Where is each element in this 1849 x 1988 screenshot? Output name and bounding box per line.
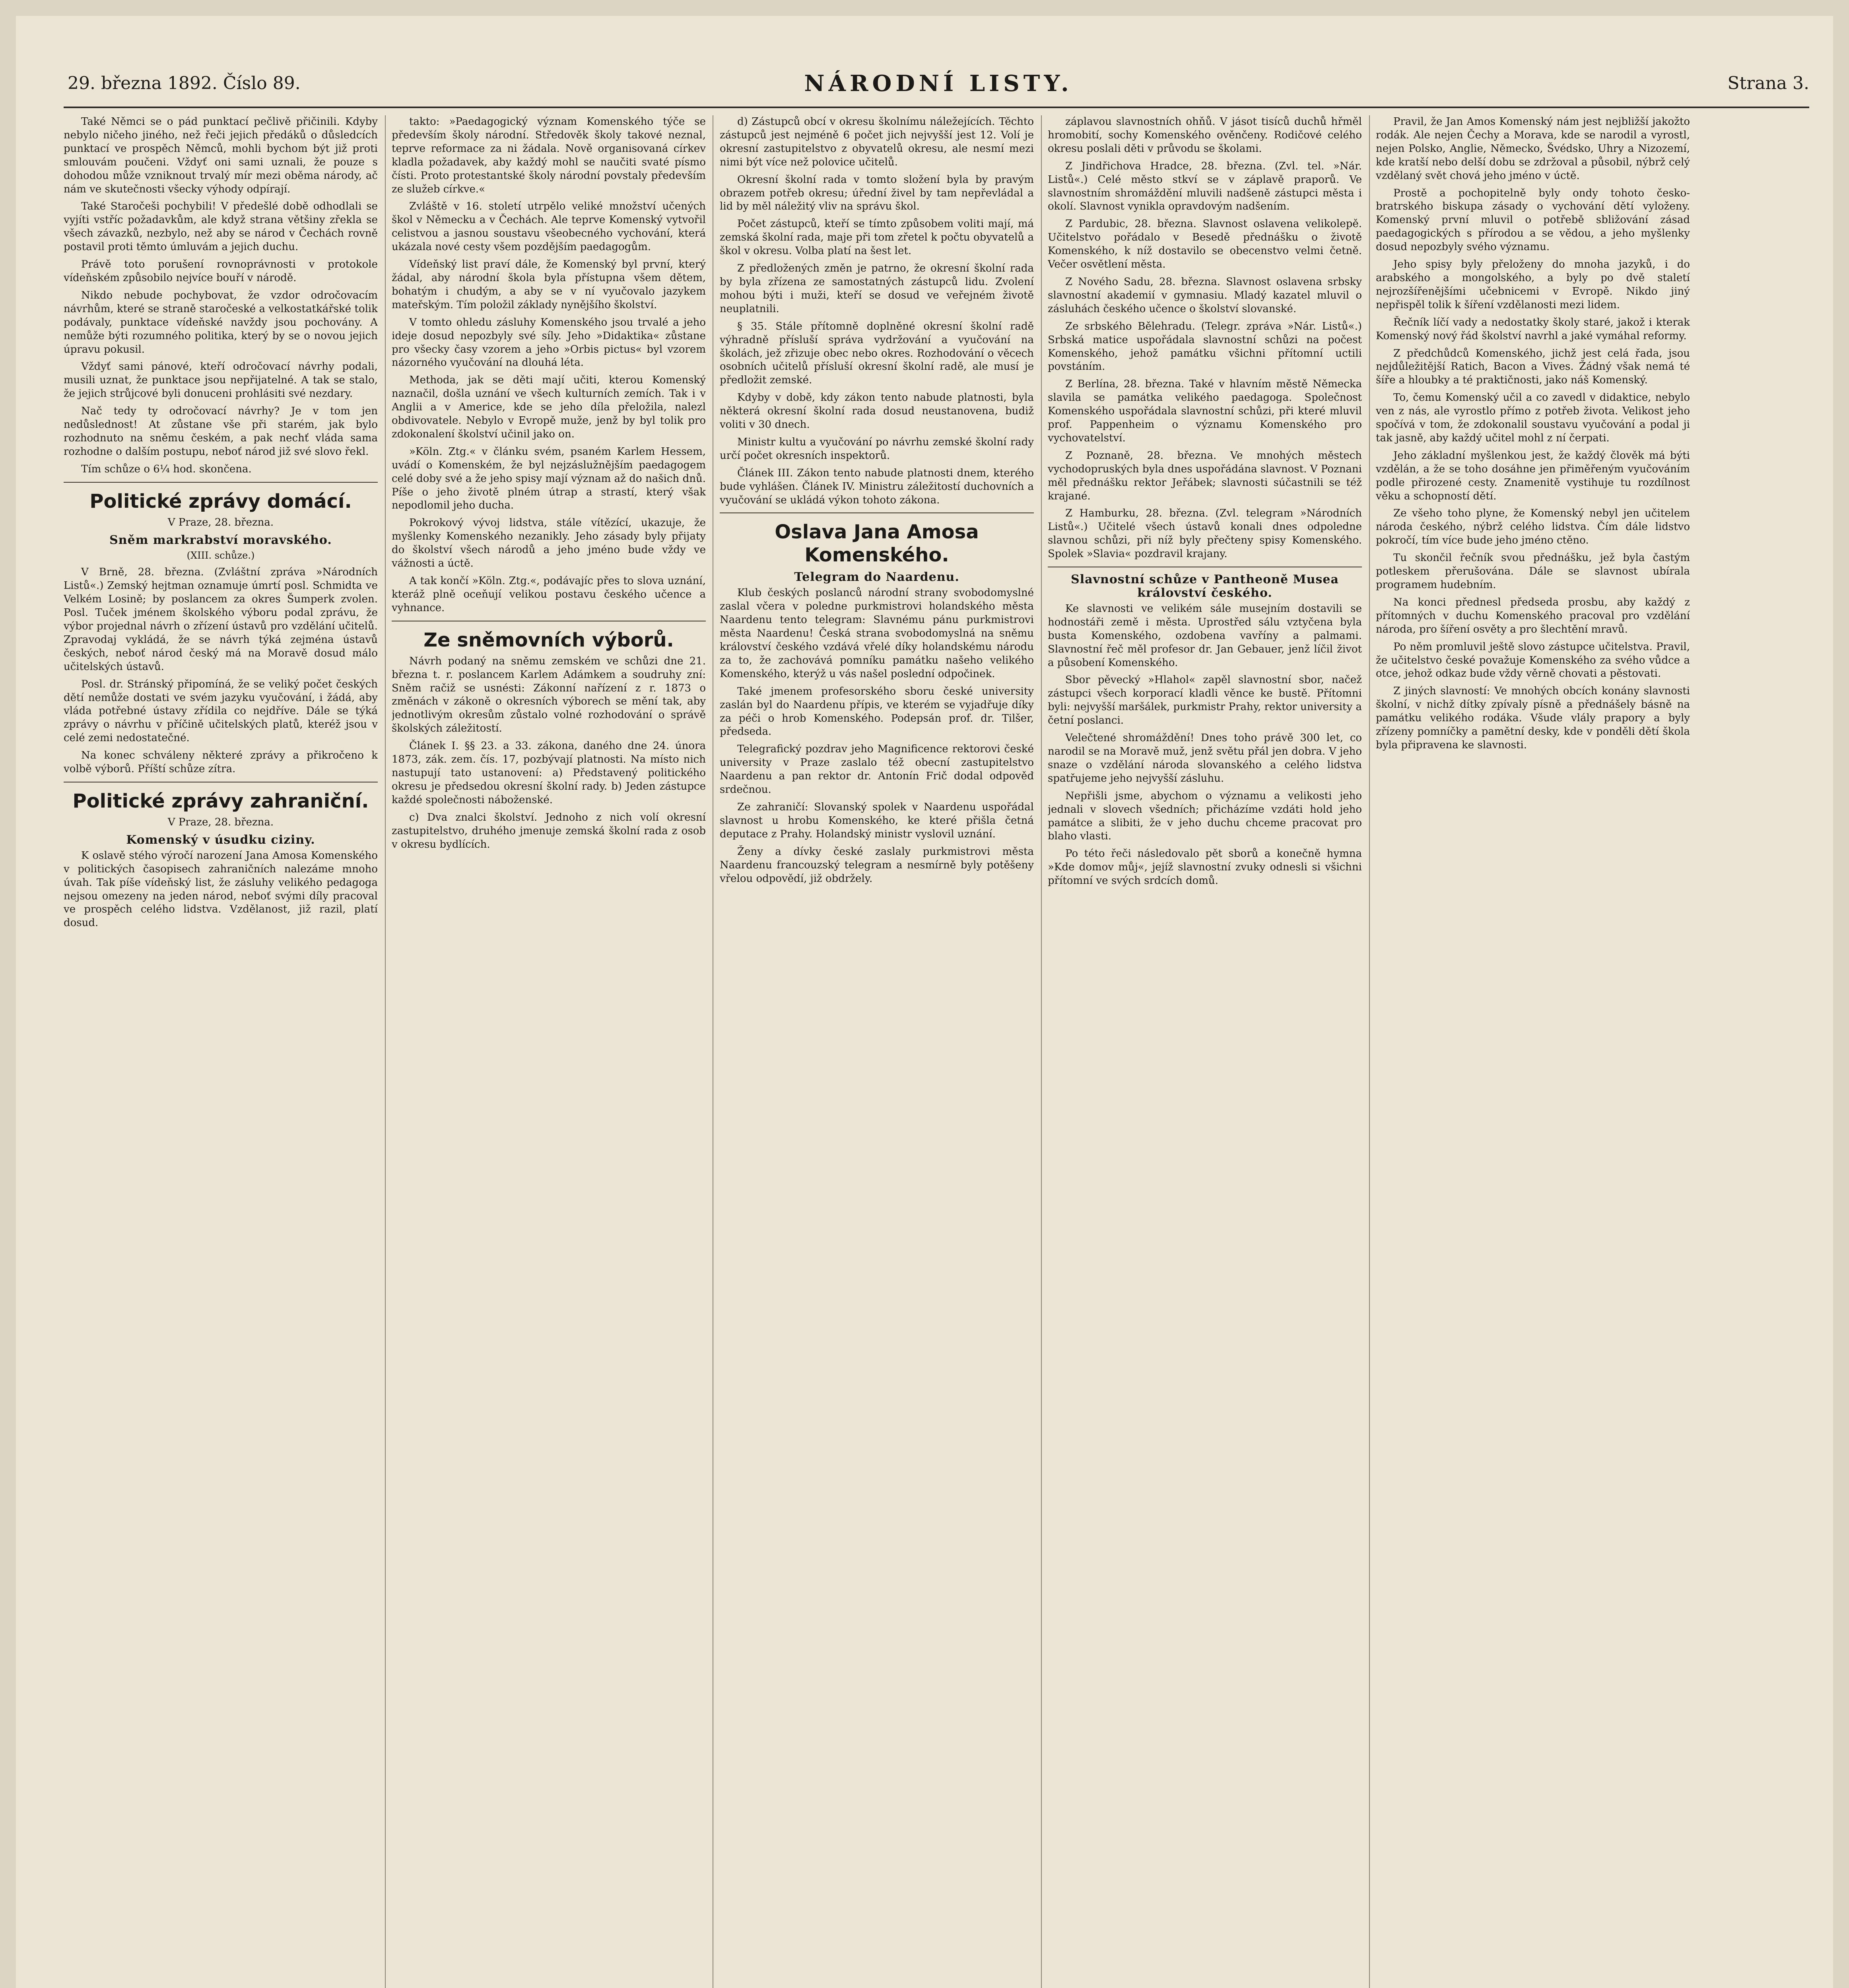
paragraph: takto: »Paedagogický význam Komenského týče se především školy národní. Středověk školy takové neznal, teprve reformace za ni žádala. Nově organisovaná církev kladla požadavek, aby každý mohl se naučiti svaté písmo čísti. Proto protestantské školy národní povstaly především ze služeb církve.« (392, 116, 706, 195)
paragraph: Článek III. Zákon tento nabude platnosti dnem, kterého bude vyhlášen. Článek IV. Ministru záležitostí duchovních a vyučování se ukládá výkon tohoto zákona. (720, 467, 1034, 506)
paragraph: Po něm promluvil ještě slovo zástupce učitelstva. Pravil, že učitelstvo české považuje Komenského za svého vůdce a otce, jehož odkaz bude vždy věrně chovati a pěstovati. (1376, 641, 1690, 680)
paragraph: Z Berlína, 28. března. Také v hlavním městě Německa slavila se památka velikého paedagoga. Společnost Komenského uspořádala slavnostní schůzi, při které mluvil prof. Pappenheim o významu Komenského pro vychovatelství. (1048, 378, 1362, 444)
paragraph: Ke slavnosti ve velikém sále musejním dostavili se hodnostáři země i města. Uprostřed sálu vztyčena byla busta Komenského, ozdobena vavříny a palmami. Slavnostní řeč měl profesor dr. Jan Gebauer, jenž líčil život a působení Komenského. (1048, 602, 1362, 669)
paragraph: Ministr kultu a vyučování po návrhu zemské školní rady určí počet okresních inspektorů. (720, 436, 1034, 462)
paragraph: Právě toto porušení rovnoprávnosti v protokole vídeňském způsobilo nejvíce bouří v národě. (64, 258, 378, 284)
paragraph: Z jiných slavností: Ve mnohých obcích konány slavnosti školní, v nichž dítky zpívaly písně a přednášely básně na památku velikého rodáka. Všude vlály prapory a byly zřízeny pomníčky a pamětní desky, kde v ponděli dětí škola byla připravena ke slavnosti. (1376, 685, 1690, 751)
paragraph: Klub českých poslanců národní strany svobodomyslné zaslal včera v poledne purkmistrovi holandského města Naardenu tento telegram: Slavnému pánu purkmistrovi města Naardenu! Česká strana svobodomyslná na sněmu království českého vzdává vřelé díky holandskému národu za to, že zachovává pomníku památku našeho velikého Komenského, kterýž u vás našel poslední odpočinek. (720, 587, 1034, 680)
column-2 (392, 115, 706, 1988)
paragraph: Methoda, jak se děti mají učiti, kterou Komenský naznačil, došla uznání ve všech kulturních zemích. Tak i v Anglii a v Americe, kde se jeho díla přeložila, nalezl obdivovatele. Nebylo v Evropě muže, jenž by byl tolik pro zdokonalení školství učinil jako on. (392, 374, 706, 440)
paragraph: Řečník líčí vady a nedostatky školy staré, jakož i kterak Komenský nový řád školství navrhl a jaké vymáhal reformy. (1376, 316, 1690, 342)
paragraph: § 35. Stále přítomně doplněné okresní školní radě výhradně přísluší správa vydržování a vyučování na školách, jež zřizuje obec nebo okres. Rozhodování o věcech osobních učitelů přísluší okresní školní radě, ale musí je předložit zemské. (720, 320, 1034, 386)
paragraph: Kdyby v době, kdy zákon tento nabude platnosti, byla některá okresní školní rada dosud neustanovena, budiž voliti v 30 dnech. (720, 392, 1034, 431)
paragraph: Nač tedy ty odročovací návrhy? Je v tom jen nedůslednost! At zůstane vše při starém, jak bylo rozhodnuto na sněmu českém, a pak nechť vláda sama rozhodne o dalším postupu, neboť národ již své slovo řekl. (64, 405, 378, 458)
column-rule (1041, 115, 1042, 1988)
paragraph: Článek I. §§ 23. a 33. zákona, daného dne 24. února 1873, zák. zem. čís. 17, pozbývají platnosti. Na místo nich nastupují tato ustanovení: a) Představený politického okresu je předsedou okresní školní rady. b) Jeden zástupce každé společnosti náboženské. (392, 740, 706, 806)
paragraph: Okresní školní rada v tomto složení byla by pravým obrazem potřeb okresu; úřední živel by tam nepřevládal a lid by měl náležitý vliv na správu škol. (720, 173, 1034, 213)
newspaper-title: NÁRODNÍ LISTY. (804, 70, 1073, 97)
column-5 (1376, 115, 1690, 1988)
paragraph: Tu skončil řečník svou přednášku, jež byla častým potleskem přerušována. Dále se slavnost ubírala programem hudebním. (1376, 552, 1690, 591)
section-divider (64, 482, 378, 483)
section-heading: Politické zprávy domácí. (89, 490, 352, 513)
section-heading: Ze sněmovních výborů. (423, 629, 674, 651)
paragraph: Na konci přednesl předseda prosbu, aby každý z přítomných v duchu Komenského pracoval pro vzdělání národa, pro šíření osvěty a pro šlechtění mravů. (1376, 596, 1690, 635)
paragraph: Také jmenem profesorského sboru české university zaslán byl do Naardenu přípis, ve kterém se vyjadřuje díky za péči o hrob Komenského. Podepsán prof. dr. Tilšer, předseda. (720, 685, 1034, 738)
paragraph: To, čemu Komenský učil a co zavedl v didaktice, nebylo ven z nás, ale vyrostlo přímo z potřeb života. Velikost jeho spočívá v tom, že zdokonalil soustavu vyučování a podal ji tak jasně, aby každý učitel mohl z ní čerpati. (1376, 392, 1690, 444)
paragraph: A tak končí »Köln. Ztg.«, podávajíc přes to slova uznání, kteráž plně oceňují velikou postavu českého učence a vyhnance. (392, 575, 706, 614)
masthead-rule (64, 107, 1809, 108)
paragraph: Jeho základní myšlenkou jest, že každý člověk má býti vzdělán, a že se toho dosáhne jen přiměřeným vyučováním podle přirozené cesty. Znamenitě vystihuje tu rozdílnost věku a schopností dětí. (1376, 449, 1690, 502)
paragraph: Tím schůze o 6¼ hod. skončena. (81, 463, 252, 475)
paragraph: Vídeňský list praví dále, že Komenský byl první, který žádal, aby národní škola byla přístupna všem dětem, bohatým i chudým, a aby se v ní vyučovalo jazykem mateřským. Tím položil základy nynějšího školství. (392, 258, 706, 311)
paragraph: »Köln. Ztg.« v článku svém, psaném Karlem Hessem, uvádí o Komenském, že byl nejzáslužnějším paedagogem celé doby své a že jeho spisy mají význam až do našich dnů. Píše o jeho životě plném útrap a strastí, který však nepodlomil jeho ducha. (392, 445, 706, 512)
paragraph: záplavou slavnostních ohňů. V jásot tisíců duchů hřměl hromobití, sochy Komenského ověnčeny. Rodičové celého okresu poslali děti v průvodu se školami. (1048, 116, 1362, 155)
paragraph: Telegrafický pozdrav jeho Magnificence rektorovi české university v Praze zaslalo též obecní zastupitelstvo Naardenu a pan rektor dr. Antonín Frič dodal odpověď srdečnou. (720, 743, 1034, 796)
paragraph: d) Zástupců obcí v okresu školnímu náležejících. Těchto zástupců jest nejméně 6 počet jich nejvyšší jest 12. Volí je okresní zastupitelstvo z obyvatelů okresu, ale nesmí mezi nimi být více než polovice učitelů. (720, 116, 1034, 168)
column-1 (64, 115, 378, 1988)
paragraph: Nepřišli jsme, abychom o významu a velikosti jeho jednali v slovech všedních; přicházíme vzdáti hold jeho památce a slibiti, že v jeho duchu chceme pracovat pro blaho vlasti. (1048, 790, 1362, 843)
paragraph: Z Jindřichova Hradce, 28. března. (Zvl. tel. »Nár. Listů«.) Celé město stkví se v záplavě praporů. Ve slavnostním shromáždění mluvili nadšeně zástupci města i okolí. Slavnost vynikla opravdovým nadšením. (1048, 160, 1362, 213)
paragraph: K oslavě stého výročí narození Jana Amosa Komenského v politických časopisech zahraničních nalezáme mnoho úvah. Tak píše vídeňský list, že zásluhy velikého pedagoga nejsou omezeny na jeden národ, neboť svými díly pracoval ve prospěch celého lidstva. Vzdělanost, již razil, platí dosud. (64, 849, 378, 929)
article-heading: Slavnostní schůze v Pantheoně Musea království českého. (1071, 573, 1339, 600)
paragraph: Pokrokový vývoj lidstva, stále vítězící, ukazuje, že myšlenky Komenského nezanikly. Jeho zásady byly přijaty do školství všech národů a jeho jméno bude vždy ve vážnosti a úctě. (392, 517, 706, 570)
paragraph: Pravil, že Jan Amos Komenský nám jest nejbližší jakožto rodák. Ale nejen Čechy a Morava, kde se narodil a vyrostl, nejen Polsko, Anglie, Německo, Švédsko, Uhry a Nizozemí, kde kratší nebo delší dobu se zdržoval a působil, nýbrž celý vzdělaný svět chová jeho jméno v úctě. (1376, 116, 1690, 182)
paragraph: Ze zahraničí: Slovanský spolek v Naardenu uspořádal slavnost u hrobu Komenského, ke které přišla četná deputace z Prahy. Holandský ministr vyslovil uznání. (720, 801, 1034, 840)
paragraph: Také Němci se o pád punktací pečlivě přičinili. Kdyby nebylo ničeho jiného, než řeči jejich předáků o důsledcích punktací ve prospěch Němců, mohli bychom být již proti smlouvám poučeni. Vždyť oni sami uznali, že pouze s dohodou může vzniknout trvalý mír mezi oběma národy, ač nám ve skutečnosti všecky výhody odpírají. (64, 116, 378, 195)
column-rule (385, 115, 386, 1988)
paragraph: Po této řeči následovalo pět sborů a konečně hymna »Kde domov můj«, jejíž slavnostní zvuky odnesli si všichni přítomní ve svých srdcích domů. (1048, 848, 1362, 887)
paragraph: c) Dva znalci školství. Jednoho z nich volí okresní zastupitelstvo, druhého jmenuje zemská školní rada z osob v okresu bydlících. (392, 811, 706, 850)
paragraph: Ze srbského Bělehradu. (Telegr. zpráva »Nár. Listů«.) Srbská matice uspořádala slavnostní schůzi na počest Komenského, jehož památku všichni přítomní uctili povstáním. (1048, 320, 1362, 373)
paragraph: V Brně, 28. března. (Zvláštní zpráva »Národních Listů«.) Zemský hejtman oznamuje úmrtí posl. Schmidta ve Velkém Losině; by poslancem za okres Šumperk zvolen. Posl. Tuček jménem školského výboru podal zprávu, že výbor projednal návrh o zřízení ústavů pro vzdělání učitelů. Zpravodaj vykládá, že se návrh týká zejména ústavů českých, neboť národ český má na Moravě dosud málo učitelských ústavů. (64, 566, 378, 673)
dateline: V Praze, 28. března. (167, 516, 274, 528)
paragraph: Z předložených změn je patrno, že okresní školní rada by byla zřízena ze samostatných zástupců lidu. Zvolení mohou býti i muži, kteří se dosud ve veřejném životě neuplatnili. (720, 262, 1034, 315)
paragraph: Ženy a dívky české zaslaly purkmistrovi města Naardenu francouzský telegram a nesmírně byly potěšeny vřelou odpovědí, již obdržely. (720, 845, 1034, 885)
paragraph: Na konec schváleny některé zprávy a přikročeno k volbě výborů. Příští schůze zítra. (64, 749, 378, 775)
masthead (68, 68, 1809, 99)
section-heading: Politické zprávy zahraniční. (72, 790, 369, 812)
paragraph: Ze všeho toho plyne, že Komenský nebyl jen učitelem národa českého, nýbrž celého lidstva. Čím dále lidstvo pokročí, tím více bude jeho jméno ctěno. (1376, 507, 1690, 547)
paragraph: V tomto ohledu zásluhy Komenského jsou trvalé a jeho ideje dosud nepozbyly své síly. Jeho »Didaktika« zůstane pro všecky časy vzorem a jeho »Orbis pictus« byl vzorem názorného vyučování na dlouhá léta. (392, 316, 706, 369)
paragraph: Návrh podaný na sněmu zemském ve schůzi dne 21. března t. r. poslancem Karlem Adámkem a soudruhy zní: Sněm račiž se usnésti: Zákonní nařízení z r. 1873 o změnách v zákoně o okresních výborech se mění tak, aby jednotlivým okresům zůstalo volné rozhodování o správě školských záležitostí. (392, 655, 706, 735)
paragraph: Nikdo nebude pochybovat, že vzdor odročovacím návrhům, které se straně staročeské a velkostatkářské tolik podávaly, punktace vídeňské navždy jsou pochovány. A nemůže býti rozumného politika, který by se o novou jejich úpravu pokusil. (64, 289, 378, 355)
section-heading: Oslava Jana Amosa Komenského. (775, 521, 979, 567)
paragraph: Sbor pěvecký »Hlahol« zapěl slavnostní sbor, načež zástupci všech korporací kladli věnce ke bustě. Přítomni byli: nejvyšší maršálek, purkmistr Prahy, rektor university a četní poslanci. (1048, 674, 1362, 727)
paragraph: Z Pardubic, 28. března. Slavnost oslavena velikolepě. Učitelstvo pořádalo v Besedě přednášku o životě Komenského, k níž dostavilo se obecenstvo velmi četně. Večer osvětlení města. (1048, 218, 1362, 271)
paragraph: Také Staročeši pochybili! V předešlé době odhodlali se vyjíti vstříc požadavkům, ale když strana většiny zřekla se všech závazků, nezbylo, než aby se národ v Čechách rovně postavil proti těmto úmluvám a jejich duchu. (64, 200, 378, 253)
column-3 (720, 115, 1034, 1988)
newspaper-page (16, 16, 1833, 1988)
page-number: Strana 3. (1727, 73, 1809, 93)
session-label: (XIII. schůze.) (186, 550, 255, 561)
paragraph: Počet zástupců, kteří se tímto způsobem voliti mají, má zemská školní rada, maje při tom zřetel k počtu obyvatelů a škol v okresu. Volba platí na šest let. (720, 218, 1034, 257)
paragraph: Velečtené shromáždění! Dnes toho právě 300 let, co narodil se na Moravě muž, jenž světu přál jen dobra. V jeho snaze o vzdělání národa slovanského a celého lidstva spatřujeme jeho nejvyšší zásluhu. (1048, 732, 1362, 784)
paragraph: Z Hamburku, 28. března. (Zvl. telegram »Národních Listů«.) Učitelé všech ústavů konali dnes odpoledne slavnou schůzi, při níž byly přečteny spisy Komenského. Spolek »Slavia« pozdravil krajany. (1048, 507, 1362, 560)
article-heading: Telegram do Naardenu. (794, 570, 959, 584)
paragraph: Z předchůdců Komenského, jichž jest celá řada, jsou nejdůležitější Ratich, Bacon a Vives. Žádný však nemá té šíře a hloubky a té praktičnosti, jako náš Komenský. (1376, 347, 1690, 386)
paragraph: Jeho spisy byly přeloženy do mnoha jazyků, i do arabského a mongolského, a byly po dvě staletí nejrozšířenějšími učebnicemi v Evropě. Nikdo jiný nepřispěl tolik k šíření vzdělanosti mezi lidem. (1376, 258, 1690, 311)
issue-date: 29. března 1892. Číslo 89. (68, 73, 301, 93)
paragraph: Posl. dr. Stránský připomíná, že se veliký počet českých dětí nemůže dostati ve svém jazyku vyučování, i žádá, aby vláda potřebné ústavy zřídila co nejdříve. Dále se týká zprávy o návrhu v příčině učitelských platů, kteréž jsou v celé zemi nedostatečné. (64, 678, 378, 744)
paragraph: Zvláště v 16. století utrpělo veliké množství učených škol v Německu a v Čechách. Ale teprve Komenský vytvořil celistvou a jasnou soustavu všeobecného vychování, která ukázala nové cesty všem pozdějším paedagogům. (392, 200, 706, 253)
paragraph: Z Poznaně, 28. března. Ve mnohých městech vychodopruských byla dnes uspořádána slavnost. V Poznani měl přednášku rektor Jeřábek; slavnosti súčastnili se též krajané. (1048, 449, 1362, 502)
paragraph: Vždyť sami pánové, kteří odročovací návrhy podali, musili uznat, že punktace jsou nepřijatelné. A tak se stalo, že jejich strůjcové byli donuceni prohlásiti své nezdary. (64, 361, 378, 400)
article-heading: Komenský v úsudku ciziny. (126, 833, 315, 847)
paragraph: Z Nového Sadu, 28. března. Slavnost oslavena srbsky slavnostní akademií v gymnasiu. Mladý kazatel mluvil o zásluhách českého učence o školství slovanské. (1048, 276, 1362, 315)
paragraph: Prostě a pochopitelně byly ondy tohoto česko-bratrského biskupa zásady o vychování dětí vyloženy. Komenský první mluvil o potřebě sbližování zásad paedagogických s přírodou a se vědou, a jeho myšlenky dosud nepozbyly svého významu. (1376, 187, 1690, 253)
article-heading: Sněm markrabství moravského. (109, 533, 332, 547)
column-4 (1048, 115, 1362, 1988)
dateline: V Praze, 28. března. (167, 816, 274, 828)
column-rule (1369, 115, 1370, 1988)
